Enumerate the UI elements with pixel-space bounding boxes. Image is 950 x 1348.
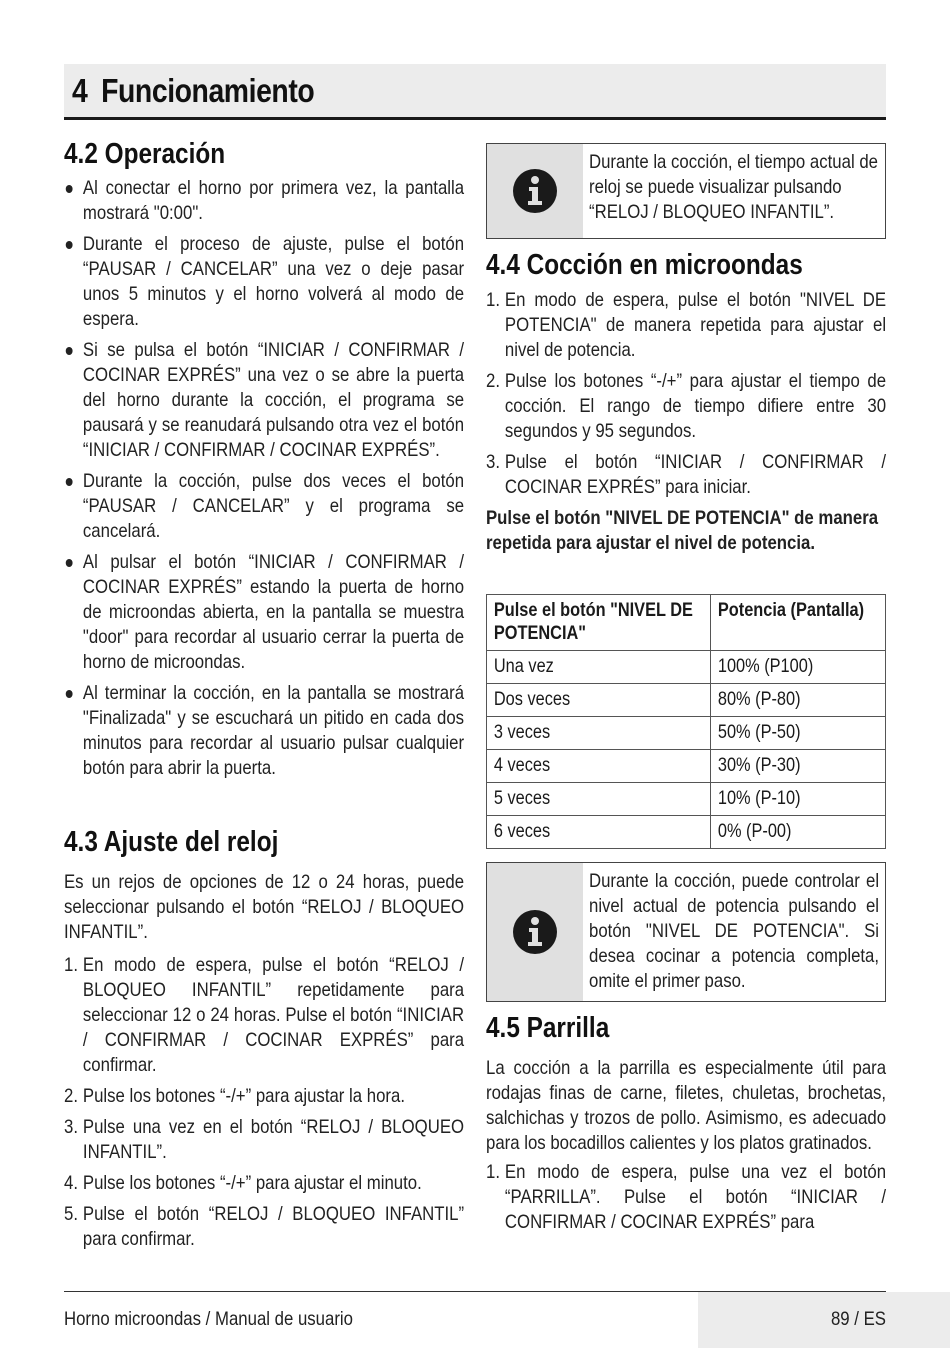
- section-4-3-body: [64, 870, 464, 1258]
- clock-intro-paragraph: Es un rejos de opciones de 12 o 24 horas, puede seleccionar pulsando el botón “RELOJ / BLOQUEO INFANTIL”.: [64, 871, 465, 943]
- list-item: [64, 1115, 464, 1165]
- list-item: [64, 1202, 464, 1252]
- step-text: En modo de espera, pulse una vez el botón “PARRILLA”. Pulse el botón “INICIAR / CONFIRMAR / COCINAR EXPRÉS” para: [504, 1161, 887, 1233]
- step-text: Pulse los botones “-/+” para ajustar la hora.: [82, 1085, 405, 1107]
- section-heading-4-2: 4.2 Operación: [64, 138, 226, 170]
- footer-page-number: 89 / ES: [830, 1308, 886, 1330]
- list-item: [64, 1171, 464, 1196]
- info-note-clock: [486, 143, 886, 239]
- table-header-cell: Pulse el botón "NIVEL DE POTENCIA": [487, 595, 711, 651]
- step-number: 2.: [64, 1085, 78, 1107]
- table-cell: 4 veces: [487, 750, 711, 783]
- table-cell: 100% (P100): [711, 651, 886, 684]
- step-number: 3.: [64, 1116, 78, 1138]
- table-cell: 10% (P-10): [711, 783, 886, 816]
- table-row: [487, 783, 886, 816]
- step-number: 1.: [64, 954, 78, 976]
- list-item: Al terminar la cocción, en la pantalla se mostrará "Finalizada" y se escuchará un pitido en cada dos minutos para recordar al usuario pulsar cualquier botón para abrir la puerta.: [64, 681, 464, 781]
- footer-page-tab: [698, 1292, 950, 1348]
- table-header-row: [487, 595, 886, 651]
- info-icon-cell: [487, 863, 583, 1001]
- step-number: 1.: [486, 289, 500, 311]
- grill-intro-paragraph: La cocción a la parrilla es especialmente útil para rodajas finas de carne, filetes, chuletas, brochetas, salchichas y trozos de pollo. Asimismo, es adecuado para los bocadillos calientes y los platos gratinados.: [486, 1057, 887, 1154]
- section-heading-4-3: 4.3 Ajuste del reloj: [64, 826, 279, 858]
- table-cell: Dos veces: [487, 684, 711, 717]
- table-row: [487, 816, 886, 849]
- step-number: 4.: [64, 1172, 78, 1194]
- table-row: [487, 717, 886, 750]
- footer-document-title: Horno microondas / Manual de usuario: [64, 1308, 353, 1330]
- power-level-note: Pulse el botón "NIVEL DE POTENCIA" de manera repetida para ajustar el nivel de potencia.: [486, 507, 879, 554]
- table-row: [487, 651, 886, 684]
- right-column: [486, 143, 887, 1233]
- section-heading-4-4: 4.4 Cocción en microondas: [486, 249, 803, 281]
- list-item: Durante el proceso de ajuste, pulse el botón “PAUSAR / CANCELAR” una vez o deje pasar unos 5 minutos y el horno volverá al modo de espera.: [64, 232, 464, 332]
- list-item: [486, 288, 886, 363]
- section-heading-4-5: 4.5 Parrilla: [486, 1012, 610, 1044]
- table-cell: 50% (P-50): [711, 717, 886, 750]
- step-text: En modo de espera, pulse el botón "NIVEL DE POTENCIA" de manera repetida para ajustar el nivel de potencia.: [504, 289, 887, 361]
- table-header-cell: Potencia (Pantalla): [711, 595, 886, 651]
- list-item: Al pulsar el botón “INICIAR / CONFIRMAR / COCINAR EXPRÉS” estando la puerta de horno de microondas abierta, en la pantalla se muestra "door" para recordar al usuario cerrar la puerta de horno de microondas.: [64, 550, 464, 675]
- list-item: Al conectar el horno por primera vez, la pantalla mostrará "0:00".: [64, 176, 464, 226]
- step-text: Pulse una vez en el botón “RELOJ / BLOQUEO INFANTIL”.: [82, 1116, 465, 1163]
- section-4-5-body: [486, 1056, 886, 1241]
- step-text: En modo de espera, pulse el botón “RELOJ / BLOQUEO INFANTIL” repetidamente para seleccionar 12 o 24 horas. Pulse el botón “INICIAR / CONFIRMAR / COCINAR EXPRÉS” para confirmar.: [82, 954, 465, 1076]
- section-4-4-body: [486, 288, 886, 556]
- list-item: [486, 1160, 886, 1235]
- list-item: [64, 1084, 464, 1109]
- table-cell: 0% (P-00): [711, 816, 886, 849]
- table-row: [487, 684, 886, 717]
- table-cell: 80% (P-80): [711, 684, 886, 717]
- step-number: 3.: [486, 451, 500, 473]
- step-number: 5.: [64, 1203, 78, 1225]
- clock-steps-list: [64, 953, 464, 1252]
- chapter-header: [64, 64, 886, 120]
- microwave-steps-list: [486, 288, 886, 500]
- table-cell: 3 veces: [487, 717, 711, 750]
- chapter-title: [72, 72, 314, 110]
- table-cell: Una vez: [487, 651, 711, 684]
- info-icon: [511, 908, 559, 956]
- list-item: [486, 369, 886, 444]
- table-cell: 5 veces: [487, 783, 711, 816]
- left-column: [64, 136, 465, 1250]
- operation-bullet-list: [64, 176, 464, 781]
- step-number: 1.: [486, 1161, 500, 1183]
- step-text: Pulse el botón “INICIAR / CONFIRMAR / COCINAR EXPRÉS” para iniciar.: [504, 451, 887, 498]
- info-icon: [511, 167, 559, 215]
- step-text: Pulse los botones “-/+” para ajustar el tiempo de cocción. El rango de tiempo difiere entre 30 segundos y 95 segundos.: [504, 370, 887, 442]
- table-cell: 30% (P-30): [711, 750, 886, 783]
- step-text: Pulse el botón “RELOJ / BLOQUEO INFANTIL” para confirmar.: [82, 1203, 465, 1250]
- info-note-text: Durante la cocción, el tiempo actual de reloj se puede visualizar pulsando “RELOJ / BLOQUEO INFANTIL”.: [589, 151, 878, 223]
- step-text: Pulse los botones “-/+” para ajustar el minuto.: [82, 1172, 422, 1194]
- table-row: [487, 750, 886, 783]
- info-note-text: Durante la cocción, puede controlar el nivel actual de potencia pulsando el botón "NIVEL DE POTENCIA". Si desea cocinar a potencia completa, omite el primer paso.: [589, 870, 880, 992]
- list-item: [64, 953, 464, 1078]
- step-number: 2.: [486, 370, 500, 392]
- chapter-number: 4: [72, 72, 88, 109]
- info-note-power: [486, 862, 886, 1002]
- info-icon-cell: [487, 144, 583, 238]
- list-item: [486, 450, 886, 500]
- grill-steps-list: [486, 1160, 886, 1235]
- section-4-2-body: [64, 176, 464, 781]
- power-level-table: [486, 594, 886, 849]
- table-cell: 6 veces: [487, 816, 711, 849]
- info-text-cell: [583, 863, 885, 1001]
- chapter-name: Funcionamiento: [101, 72, 315, 109]
- info-text-cell: [583, 144, 885, 238]
- list-item: Si se pulsa el botón “INICIAR / CONFIRMAR / COCINAR EXPRÉS” una vez o se abre la puerta del horno durante la cocción, el programa se pausará y se reanudará pulsando otra vez el botón “INICIAR / CONFIRMAR / COCINAR EXPRÉS”.: [64, 338, 464, 463]
- list-item: Durante la cocción, pulse dos veces el botón “PAUSAR / CANCELAR” y el programa se cancelará.: [64, 469, 464, 544]
